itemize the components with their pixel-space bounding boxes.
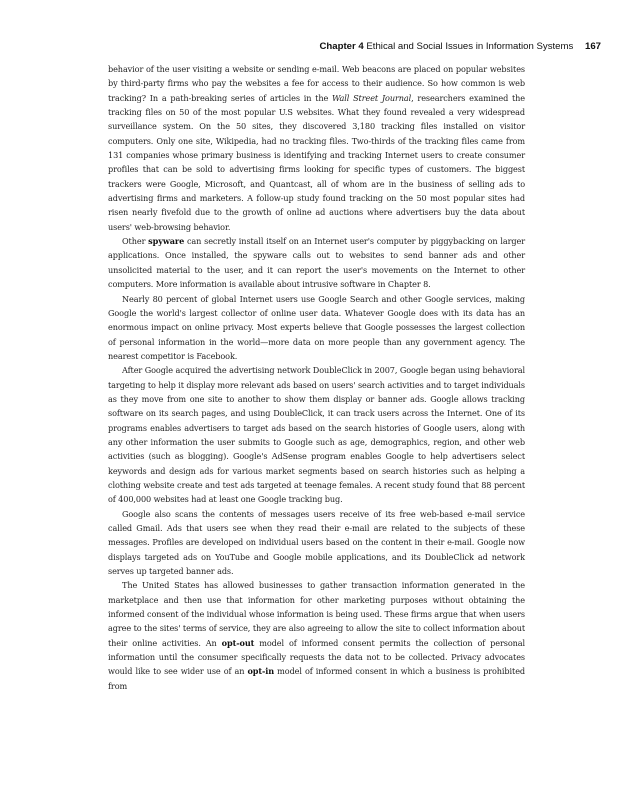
paragraph — [108, 62, 525, 234]
paragraph — [108, 363, 525, 506]
page-number: 167 — [584, 41, 601, 52]
body-text — [108, 62, 525, 693]
paragraph — [108, 507, 525, 579]
paragraph-text: behavior of the user visiting a website or sending e-mail. Web beacons are placed on popular websites by third-party firms who pay the websites a fee for access to their audience. So how common is web tracking? In a path-breaking series of articles in the — [108, 64, 525, 103]
paragraph-text: model of informed consent in which a business is prohibited from — [108, 666, 525, 691]
paragraph-text: Other — [122, 236, 149, 247]
key-term: opt-in — [247, 666, 275, 677]
paragraph-text: After Google acquired the advertising network DoubleClick in 2007, Google began using behavioral targeting to help it display more relevant ads based on users' search activities and to target individuals as they move from one site to another to show them display or banner ads. Google allows tracking software on its search pages, and using DoubleClick, it can track users across the Internet. One of its programs enables advertisers to target ads based on the search histories of Google users, along with any other information the user submits to Google such as age, demographics, region, and other web activities (such as blogging). Google's AdSense program enables Google to help advertisers select keywords and design ads for various market segments based on search histories such as helping a clothing website create and test ads targeted at teenage females. A recent study found that 88 percent of 400,000 websites had at least one Google tracking bug. — [108, 365, 525, 505]
chapter-title: Ethical and Social Issues in Information Systems — [366, 41, 574, 52]
paragraph — [108, 292, 525, 364]
paragraph-text: , researchers examined the tracking files on 50 of the most popular U.S websites. What they found revealed a very widespread surveillance system. On the 50 sites, they discovered 3,180 tracking files installed on visitor computers. Only one site, Wikipedia, had no tracking files. Two-thirds of the tracking files came from 131 companies whose primary business is identifying and tracking Internet users to create consumer profiles that can be sold to advertising firms looking for specific types of customers. The biggest trackers were Google, Microsoft, and Quantcast, all of whom are in the business of selling ads to advertising firms and marketers. A follow-up study found tracking on the 50 most popular sites had risen nearly fivefold due to the growth of online ad auctions where advertisers buy the data about users' web-browsing behavior. — [108, 92, 525, 232]
running-header — [319, 42, 601, 52]
paragraph — [108, 234, 525, 291]
chapter-label: Chapter 4 — [319, 41, 364, 52]
paragraph-text: Nearly 80 percent of global Internet users use Google Search and other Google services, making Google the world's largest collector of online user data. Whatever Google does with its data has an enormous impact on online privacy. Most experts believe that Google possesses the largest collection of personal information in the world—more data on more people than any government agency. The nearest competitor is Facebook. — [108, 293, 525, 361]
key-term: spyware — [148, 236, 185, 247]
paragraph-text: model of informed consent permits the collection of personal information until the consumer specifically requests the data not to be collected. Privacy advocates would like to see wider use of an — [108, 637, 525, 677]
paragraph-text: can secretly install itself on an Internet user's computer by piggybacking on larger applications. Once installed, the spyware calls out to websites to send banner ads and other unsolicited material to the user, and it can report the user's movements on the Internet to other computers. More information is available about intrusive software in Chapter 8. — [108, 236, 525, 290]
paragraph-text: The United States has allowed businesses to gather transaction information generated in the marketplace and then use that information for other marketing purposes without obtaining the informed consent of the individual whose information is being used. These firms argue that when users agree to the sites' terms of service, they are also agreeing to allow the site to collect information about their online activities. An — [108, 580, 525, 648]
publication-title: Wall Street Journal — [332, 92, 412, 103]
paragraph — [108, 578, 525, 693]
paragraph-text: Google also scans the contents of messages users receive of its free web-based e-mail service called Gmail. Ads that users see when they read their e-mail are related to the subjects of these messages. Profiles are developed on individual users based on the content in their e-mail. Google now displays targeted ads on YouTube and Google mobile applications, and its DoubleClick ad network serves up targeted banner ads. — [108, 508, 525, 577]
key-term: opt-out — [221, 637, 255, 648]
